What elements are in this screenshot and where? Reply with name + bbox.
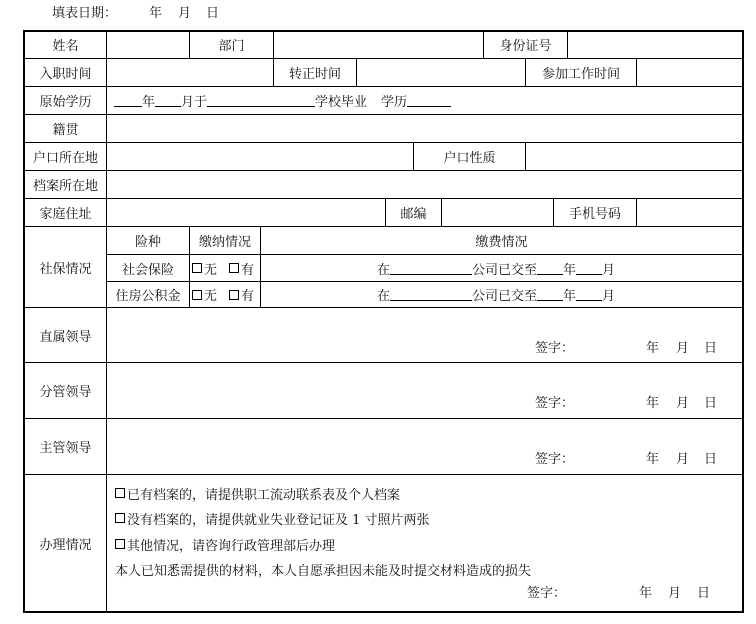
housing-yes-checkbox[interactable] <box>229 290 239 300</box>
dept-field[interactable] <box>274 31 483 58</box>
native-place-label: 籍贯 <box>52 123 79 138</box>
mobile-label: 手机号码 <box>568 207 621 222</box>
insurance-type-housing: 住房公积金 <box>115 289 181 304</box>
housing-no-label: 无 <box>204 289 218 304</box>
housing-month: 月 <box>602 289 616 304</box>
payment-status-header: 缴费情况 <box>475 235 528 250</box>
hukou-nature-label: 户口性质 <box>443 151 496 166</box>
regular-date-field[interactable] <box>357 59 525 86</box>
option-1-checkbox[interactable] <box>115 488 125 498</box>
direct-leader-sign: 签字： <box>535 341 575 356</box>
handling-option-3[interactable] <box>115 536 335 552</box>
hukou-location-field[interactable] <box>107 143 413 170</box>
handling-day: 日 <box>697 586 711 601</box>
hukou-location-label: 户口所在地 <box>32 151 98 166</box>
home-address-label: 家庭住址 <box>39 207 92 222</box>
direct-leader-month: 月 <box>676 341 690 356</box>
social-company: 公司已交至 <box>472 262 538 278</box>
archive-location-field[interactable] <box>107 171 742 198</box>
chief-leader-day: 日 <box>704 452 718 467</box>
division-leader-day: 日 <box>704 396 718 411</box>
social-month: 月 <box>602 262 616 278</box>
division-leader-month: 月 <box>676 396 690 411</box>
chief-leader-month: 月 <box>676 452 690 467</box>
payment-header: 缴纳情况 <box>198 235 251 250</box>
mobile-field[interactable] <box>637 199 742 226</box>
housing-status-line[interactable] <box>377 282 615 307</box>
archive-location-label: 档案所在地 <box>32 179 98 194</box>
chief-leader-label: 主管领导 <box>39 441 92 456</box>
social-no-label: 无 <box>204 262 218 278</box>
handling-label: 办理情况 <box>39 537 92 553</box>
option-1-text: 已有档案的，请提供职工流动联系表及个人档案 <box>127 487 401 503</box>
work-start-label: 参加工作时间 <box>541 67 620 82</box>
postcode-label: 邮编 <box>400 207 427 222</box>
housing-at: 在 <box>377 289 391 304</box>
social-paid-options <box>192 255 254 281</box>
fill-date-day: 日 <box>206 6 220 21</box>
home-address-field[interactable] <box>107 199 385 226</box>
handling-notice: 本人已知悉需提供的材料，本人自愿承担因未能及时提交材料造成的损失 <box>115 563 532 579</box>
division-leader-label: 分管领导 <box>39 385 92 400</box>
fill-date-year: 年 <box>149 6 163 21</box>
social-year: 年 <box>563 262 577 278</box>
postcode-field[interactable] <box>442 199 553 226</box>
handling-year: 年 <box>639 586 653 601</box>
insurance-type-social: 社会保险 <box>121 262 174 278</box>
work-start-field[interactable] <box>637 59 742 86</box>
social-status-line[interactable] <box>377 255 615 281</box>
social-at: 在 <box>377 262 391 278</box>
division-leader-year: 年 <box>646 396 660 411</box>
handling-option-1[interactable] <box>115 485 400 501</box>
housing-company: 公司已交至 <box>472 289 538 304</box>
hukou-nature-field[interactable] <box>526 143 742 170</box>
name-label: 姓名 <box>52 39 79 54</box>
direct-leader-year: 年 <box>646 341 660 356</box>
direct-leader-label: 直属领导 <box>39 329 92 345</box>
option-2-checkbox[interactable] <box>115 513 125 523</box>
handling-month: 月 <box>668 586 682 601</box>
housing-year: 年 <box>563 289 577 304</box>
option-3-text: 其他情况，请咨询行政管理部后办理 <box>127 538 336 554</box>
regular-date-label: 转正时间 <box>288 67 341 82</box>
native-place-field[interactable] <box>107 115 742 142</box>
handling-sign: 签字： <box>527 586 567 601</box>
handling-option-2[interactable] <box>115 510 430 526</box>
join-date-label: 入职时间 <box>39 67 92 82</box>
social-security-label: 社保情况 <box>39 261 92 277</box>
id-number-field[interactable] <box>568 31 742 58</box>
chief-leader-year: 年 <box>646 452 660 467</box>
education-line[interactable] <box>114 87 451 114</box>
dept-label: 部门 <box>218 39 245 54</box>
option-2-text: 没有档案的，请提供就业失业登记证及 1 寸照片两张 <box>127 512 430 528</box>
edu-month-in: 月于 <box>181 95 208 110</box>
chief-leader-sign: 签字： <box>535 452 575 467</box>
fill-date-month: 月 <box>178 6 192 21</box>
insurance-type-header: 险种 <box>134 235 161 250</box>
id-number-label: 身份证号 <box>499 39 552 54</box>
housing-no-checkbox[interactable] <box>192 290 202 300</box>
name-field[interactable] <box>107 31 189 58</box>
education-label: 原始学历 <box>39 95 92 110</box>
direct-leader-day: 日 <box>704 341 718 356</box>
social-yes-checkbox[interactable] <box>229 263 239 273</box>
edu-school-grad: 学校毕业 <box>315 95 368 110</box>
edu-degree: 学历 <box>381 95 408 110</box>
social-yes-label: 有 <box>241 262 255 278</box>
edu-year: 年 <box>142 95 156 110</box>
division-leader-sign: 签字： <box>535 396 575 411</box>
housing-yes-label: 有 <box>241 289 255 304</box>
housing-paid-options <box>192 282 254 307</box>
fill-date-label: 填表日期： <box>52 6 118 21</box>
option-3-checkbox[interactable] <box>115 539 125 549</box>
social-no-checkbox[interactable] <box>192 263 202 273</box>
join-date-field[interactable] <box>107 59 273 86</box>
